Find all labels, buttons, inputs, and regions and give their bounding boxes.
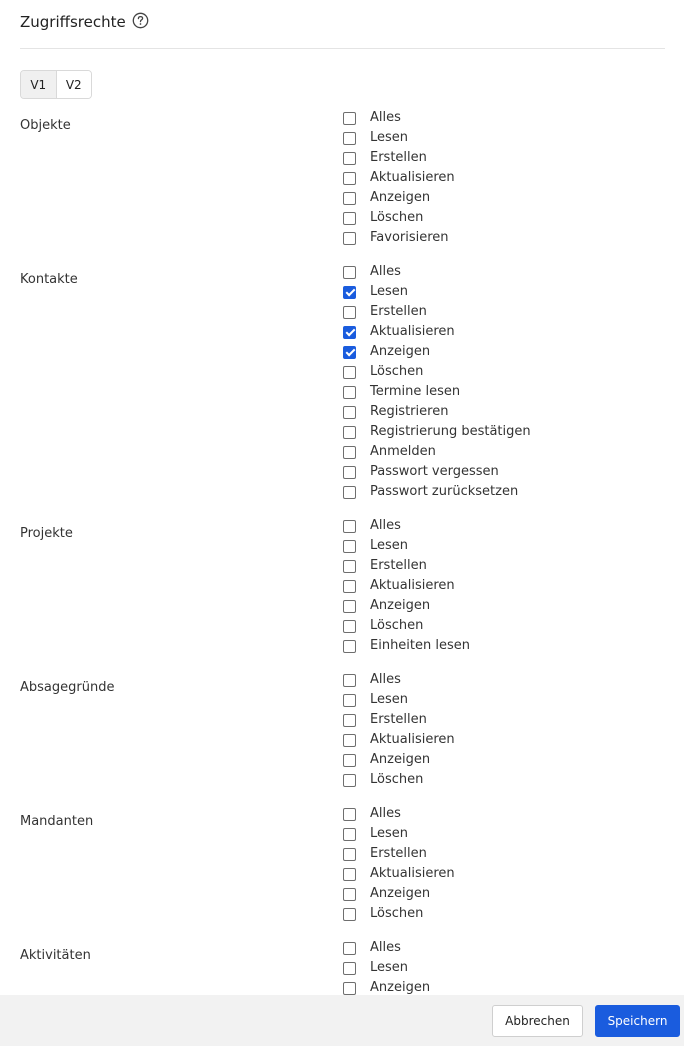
checkbox[interactable]: [343, 674, 356, 687]
permission-option-label: Aktualisieren: [370, 324, 455, 339]
permission-option[interactable]: [343, 128, 684, 148]
permission-option-label: Lesen: [370, 960, 409, 975]
checkbox[interactable]: [343, 942, 356, 955]
permission-option-label: Erstellen: [370, 712, 427, 727]
section-label: Mandanten: [20, 814, 94, 829]
permission-option[interactable]: [343, 844, 684, 864]
permission-options: [343, 938, 684, 998]
permission-option[interactable]: [343, 864, 684, 884]
permission-options: [343, 262, 684, 502]
question-circle-icon[interactable]: [132, 12, 149, 29]
checkbox[interactable]: [343, 828, 356, 841]
permission-option[interactable]: [343, 670, 684, 690]
checkbox[interactable]: [343, 426, 356, 439]
permission-option[interactable]: [343, 770, 684, 790]
permission-option[interactable]: [343, 824, 684, 844]
permission-option-label: Erstellen: [370, 846, 427, 861]
permission-option[interactable]: [343, 884, 684, 904]
checkbox[interactable]: [343, 808, 356, 821]
section-label: Kontakte: [20, 272, 78, 287]
permission-option[interactable]: [343, 576, 684, 596]
checkbox[interactable]: [343, 520, 356, 533]
permission-option-label: Lesen: [370, 692, 409, 707]
permission-option[interactable]: [343, 108, 684, 128]
checkbox[interactable]: [343, 848, 356, 861]
section-label: Projekte: [20, 526, 73, 541]
permission-section: [0, 262, 684, 516]
permission-option-label: Alles: [370, 806, 401, 821]
permission-option-label: Alles: [370, 518, 401, 533]
save-button[interactable]: Speichern: [595, 1005, 680, 1037]
permission-option-label: Alles: [370, 110, 401, 125]
page-title: Zugriffsrechte: [20, 13, 126, 31]
permission-option-label: Lesen: [370, 284, 409, 299]
checkbox[interactable]: [343, 714, 356, 727]
checkbox[interactable]: [343, 774, 356, 787]
checkbox[interactable]: [343, 486, 356, 499]
permission-option[interactable]: [343, 422, 684, 442]
permission-option[interactable]: [343, 382, 684, 402]
permission-option[interactable]: [343, 536, 684, 556]
permission-option[interactable]: [343, 636, 684, 656]
permission-option[interactable]: [343, 302, 684, 322]
permission-option[interactable]: [343, 168, 684, 188]
permission-option[interactable]: [343, 462, 684, 482]
permission-option-label: Alles: [370, 672, 401, 687]
permission-option-label: Alles: [370, 940, 401, 955]
permission-option-label: Anzeigen: [370, 190, 431, 205]
permission-option[interactable]: [343, 148, 684, 168]
checkbox[interactable]: [343, 868, 356, 881]
checkbox-checked[interactable]: [343, 326, 356, 339]
permission-option[interactable]: [343, 188, 684, 208]
checkbox[interactable]: [343, 266, 356, 279]
permission-option-label: Aktualisieren: [370, 578, 455, 593]
checkbox[interactable]: [343, 232, 356, 245]
section-label: Aktivitäten: [20, 948, 91, 963]
checkbox-checked[interactable]: [343, 346, 356, 359]
checkbox[interactable]: [343, 212, 356, 225]
permission-option[interactable]: [343, 208, 684, 228]
permission-section: [0, 108, 684, 262]
permission-option-label: Löschen: [370, 210, 424, 225]
tab-v2[interactable]: V2: [56, 71, 92, 98]
permission-option-label: Anzeigen: [370, 344, 431, 359]
checkbox[interactable]: [343, 132, 356, 145]
checkbox[interactable]: [343, 962, 356, 975]
permission-option-label: Lesen: [370, 538, 409, 553]
checkbox[interactable]: [343, 694, 356, 707]
permission-option-label: Löschen: [370, 772, 424, 787]
permission-option[interactable]: [343, 690, 684, 710]
tab-v1[interactable]: V1: [21, 71, 56, 98]
permission-option[interactable]: [343, 596, 684, 616]
permission-option-label: Löschen: [370, 364, 424, 379]
permission-option[interactable]: [343, 516, 684, 536]
checkbox[interactable]: [343, 306, 356, 319]
permission-options: [343, 516, 684, 656]
permission-option-label: Aktualisieren: [370, 170, 455, 185]
checkbox[interactable]: [343, 734, 356, 747]
checkbox[interactable]: [343, 600, 356, 613]
checkbox[interactable]: [343, 446, 356, 459]
permission-option[interactable]: [343, 342, 684, 362]
permission-option[interactable]: [343, 958, 684, 978]
cancel-button[interactable]: Abbrechen: [492, 1005, 583, 1037]
permission-option-label: Registrieren: [370, 404, 449, 419]
permission-option[interactable]: [343, 750, 684, 770]
checkbox[interactable]: [343, 366, 356, 379]
permission-section: [0, 670, 684, 804]
checkbox-checked[interactable]: [343, 286, 356, 299]
checkbox[interactable]: [343, 172, 356, 185]
permission-option[interactable]: [343, 402, 684, 422]
permission-options: [343, 108, 684, 248]
permission-option-label: Erstellen: [370, 304, 427, 319]
permission-option-label: Passwort vergessen: [370, 464, 499, 479]
section-label: Objekte: [20, 118, 71, 133]
permission-option[interactable]: [343, 904, 684, 924]
permission-option[interactable]: [343, 730, 684, 750]
permission-option[interactable]: [343, 938, 684, 958]
checkbox[interactable]: [343, 192, 356, 205]
checkbox[interactable]: [343, 640, 356, 653]
permission-option-label: Löschen: [370, 906, 424, 921]
checkbox[interactable]: [343, 152, 356, 165]
permission-section: [0, 516, 684, 670]
permission-option[interactable]: [343, 262, 684, 282]
checkbox[interactable]: [343, 406, 356, 419]
permission-option-label: Registrierung bestätigen: [370, 424, 531, 439]
permission-option-label: Anzeigen: [370, 752, 431, 767]
permission-option-label: Löschen: [370, 618, 424, 633]
permission-option-label: Anzeigen: [370, 980, 431, 995]
permission-option-label: Anzeigen: [370, 886, 431, 901]
checkbox[interactable]: [343, 888, 356, 901]
permission-option-label: Lesen: [370, 826, 409, 841]
version-toggle: [20, 70, 92, 99]
permission-option-label: Aktualisieren: [370, 866, 455, 881]
checkbox[interactable]: [343, 620, 356, 633]
checkbox[interactable]: [343, 540, 356, 553]
permission-options: [343, 670, 684, 790]
permission-option[interactable]: [343, 442, 684, 462]
permission-option[interactable]: [343, 228, 684, 248]
permission-option[interactable]: [343, 710, 684, 730]
checkbox[interactable]: [343, 580, 356, 593]
permission-option[interactable]: [343, 804, 684, 824]
checkbox[interactable]: [343, 560, 356, 573]
permission-option-label: Lesen: [370, 130, 409, 145]
permission-option[interactable]: [343, 282, 684, 302]
permission-option-label: Anzeigen: [370, 598, 431, 613]
permission-option-label: Erstellen: [370, 150, 427, 165]
checkbox[interactable]: [343, 982, 356, 995]
section-label: Absagegründe: [20, 680, 115, 695]
permission-option-label: Alles: [370, 264, 401, 279]
checkbox[interactable]: [343, 908, 356, 921]
permission-option[interactable]: [343, 322, 684, 342]
checkbox[interactable]: [343, 466, 356, 479]
dialog-footer: [0, 995, 684, 1046]
permission-option-label: Aktualisieren: [370, 732, 455, 747]
permission-option[interactable]: [343, 556, 684, 576]
checkbox[interactable]: [343, 386, 356, 399]
permission-option-label: Passwort zurücksetzen: [370, 484, 519, 499]
checkbox[interactable]: [343, 754, 356, 767]
permission-section: [0, 804, 684, 938]
permission-sections: [0, 108, 684, 1012]
permission-option-label: Termine lesen: [370, 384, 461, 399]
permission-option[interactable]: [343, 616, 684, 636]
permission-option-label: Erstellen: [370, 558, 427, 573]
dialog-header: [20, 0, 665, 49]
permission-option-label: Favorisieren: [370, 230, 449, 245]
permission-option-label: Anmelden: [370, 444, 436, 459]
permission-option[interactable]: [343, 482, 684, 502]
checkbox[interactable]: [343, 112, 356, 125]
permission-option[interactable]: [343, 362, 684, 382]
permission-option-label: Einheiten lesen: [370, 638, 471, 653]
permission-options: [343, 804, 684, 924]
